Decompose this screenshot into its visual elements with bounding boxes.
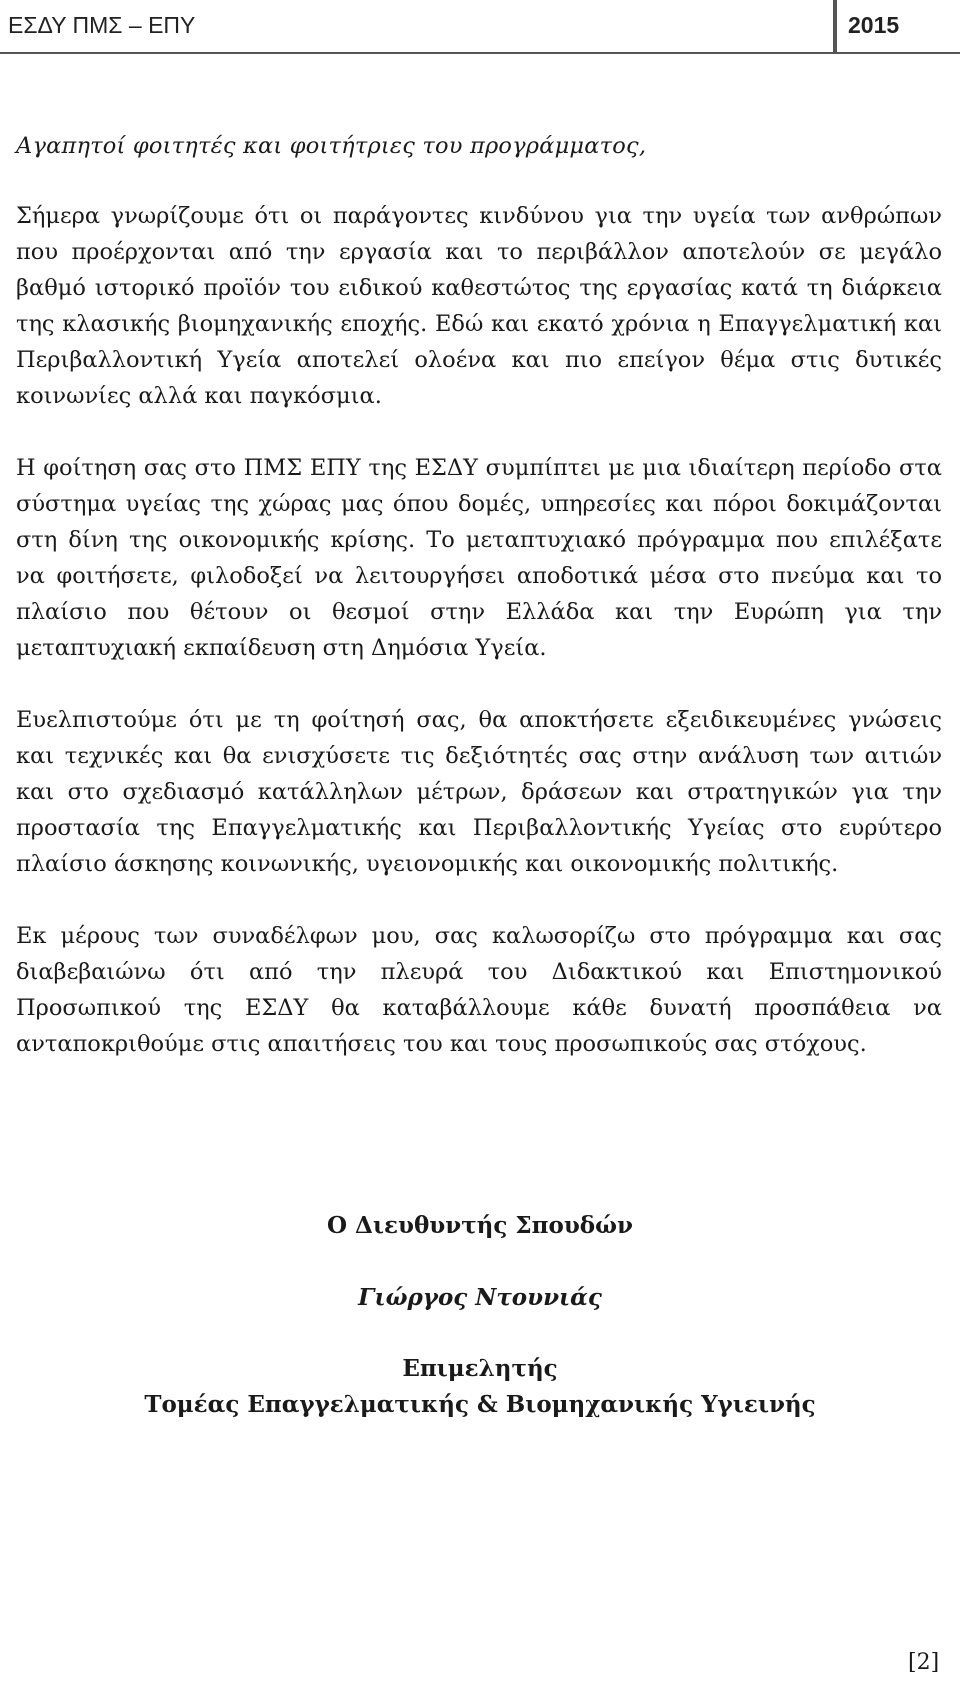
page-number: [2] [908,1650,940,1675]
signature-role: Επιμελητής [402,1355,558,1382]
paragraph-2: Η φοίτηση σας στο ΠΜΣ ΕΠΥ της ΕΣΔΥ συμπίπτει με μια ιδιαίτερη περίοδο στα σύστημα υγείας της χώρας μας όπου δομές, υπηρεσίες και πόροι δοκιμάζονται στη δίνη της οικονομικής κρίσης. Το μεταπτυχιακό πρόγραμμα που επιλέξατε να φοιτήσετε, φιλοδοξεί να λειτουργήσει αποδοτικά μέσα στο πνεύμα και το πλαίσιο που θέτουν οι θεσμοί στην Ελλάδα και την Ευρώπη για την μεταπτυχιακή εκπαίδευση στη Δημόσια Υγεία. [16,455,942,661]
header-title: ΕΣΔΥ ΠΜΣ – ΕΠΥ [8,12,196,38]
paragraph-4: Εκ μέρους των συναδέλφων μου, σας καλωσορίζω στο πρόγραμμα και σας διαβεβαιώνω ότι από την πλευρά του Διδακτικού και Επιστημονικού Προσωπικού της ΕΣΔΥ θα καταβάλλουμε κάθε δυνατή προσπάθεια να ανταποκριθούμε στις απαιτήσεις του και τους προσωπικούς σας στόχους. [16,923,942,1057]
header-rule [0,52,960,54]
paragraph-1: Σήμερα γνωρίζουμε ότι οι παράγοντες κινδύνου για την υγεία των ανθρώπων που προέρχονται από την εργασία και το περιβάλλον αποτελούν σε μεγάλο βαθμό ιστορικό προϊόν του ειδικού καθεστώτος της εργασίας κατά τη διάρκεια της κλασικής βιομηχανικής εποχής. Εδώ και εκατό χρόνια η Επαγγελματική και Περιβαλλοντική Υγεία αποτελεί ολοένα και πιο επείγον θέμα στις δυτικές κοινωνίες αλλά και παγκόσμια. [16,203,942,409]
signature-title: Ο Διευθυντής Σπουδών [326,1212,634,1239]
letter-body [16,128,942,1098]
paragraph-3: Ευελπιστούμε ότι με τη φοίτησή σας, θα αποκτήσετε εξειδικευμένες γνώσεις και τεχνικές και θα ενισχύσετε τις δεξιότητές σας στην ανάλυση των αιτιών και στο σχεδιασμό κατάλληλων μέτρων, δράσεων και στρατηγικών για την προστασία της Επαγγελματικής και Περιβαλλοντικής Υγείας στο ευρύτερο πλαίσιο άσκησης κοινωνικής, υγειονομικής και οικονομικής πολιτικής. [16,707,942,877]
header-divider [833,0,837,52]
page-header [0,0,960,54]
header-year: 2015 [848,12,900,38]
greeting: Αγαπητοί φοιτητές και φοιτήτριες του προγράμματος, [16,133,647,159]
signature-name: Γιώργος Ντουνιάς [358,1284,602,1311]
signature-department: Τομέας Επαγγελματικής & Βιομηχανικής Υγιεινής [144,1391,816,1418]
